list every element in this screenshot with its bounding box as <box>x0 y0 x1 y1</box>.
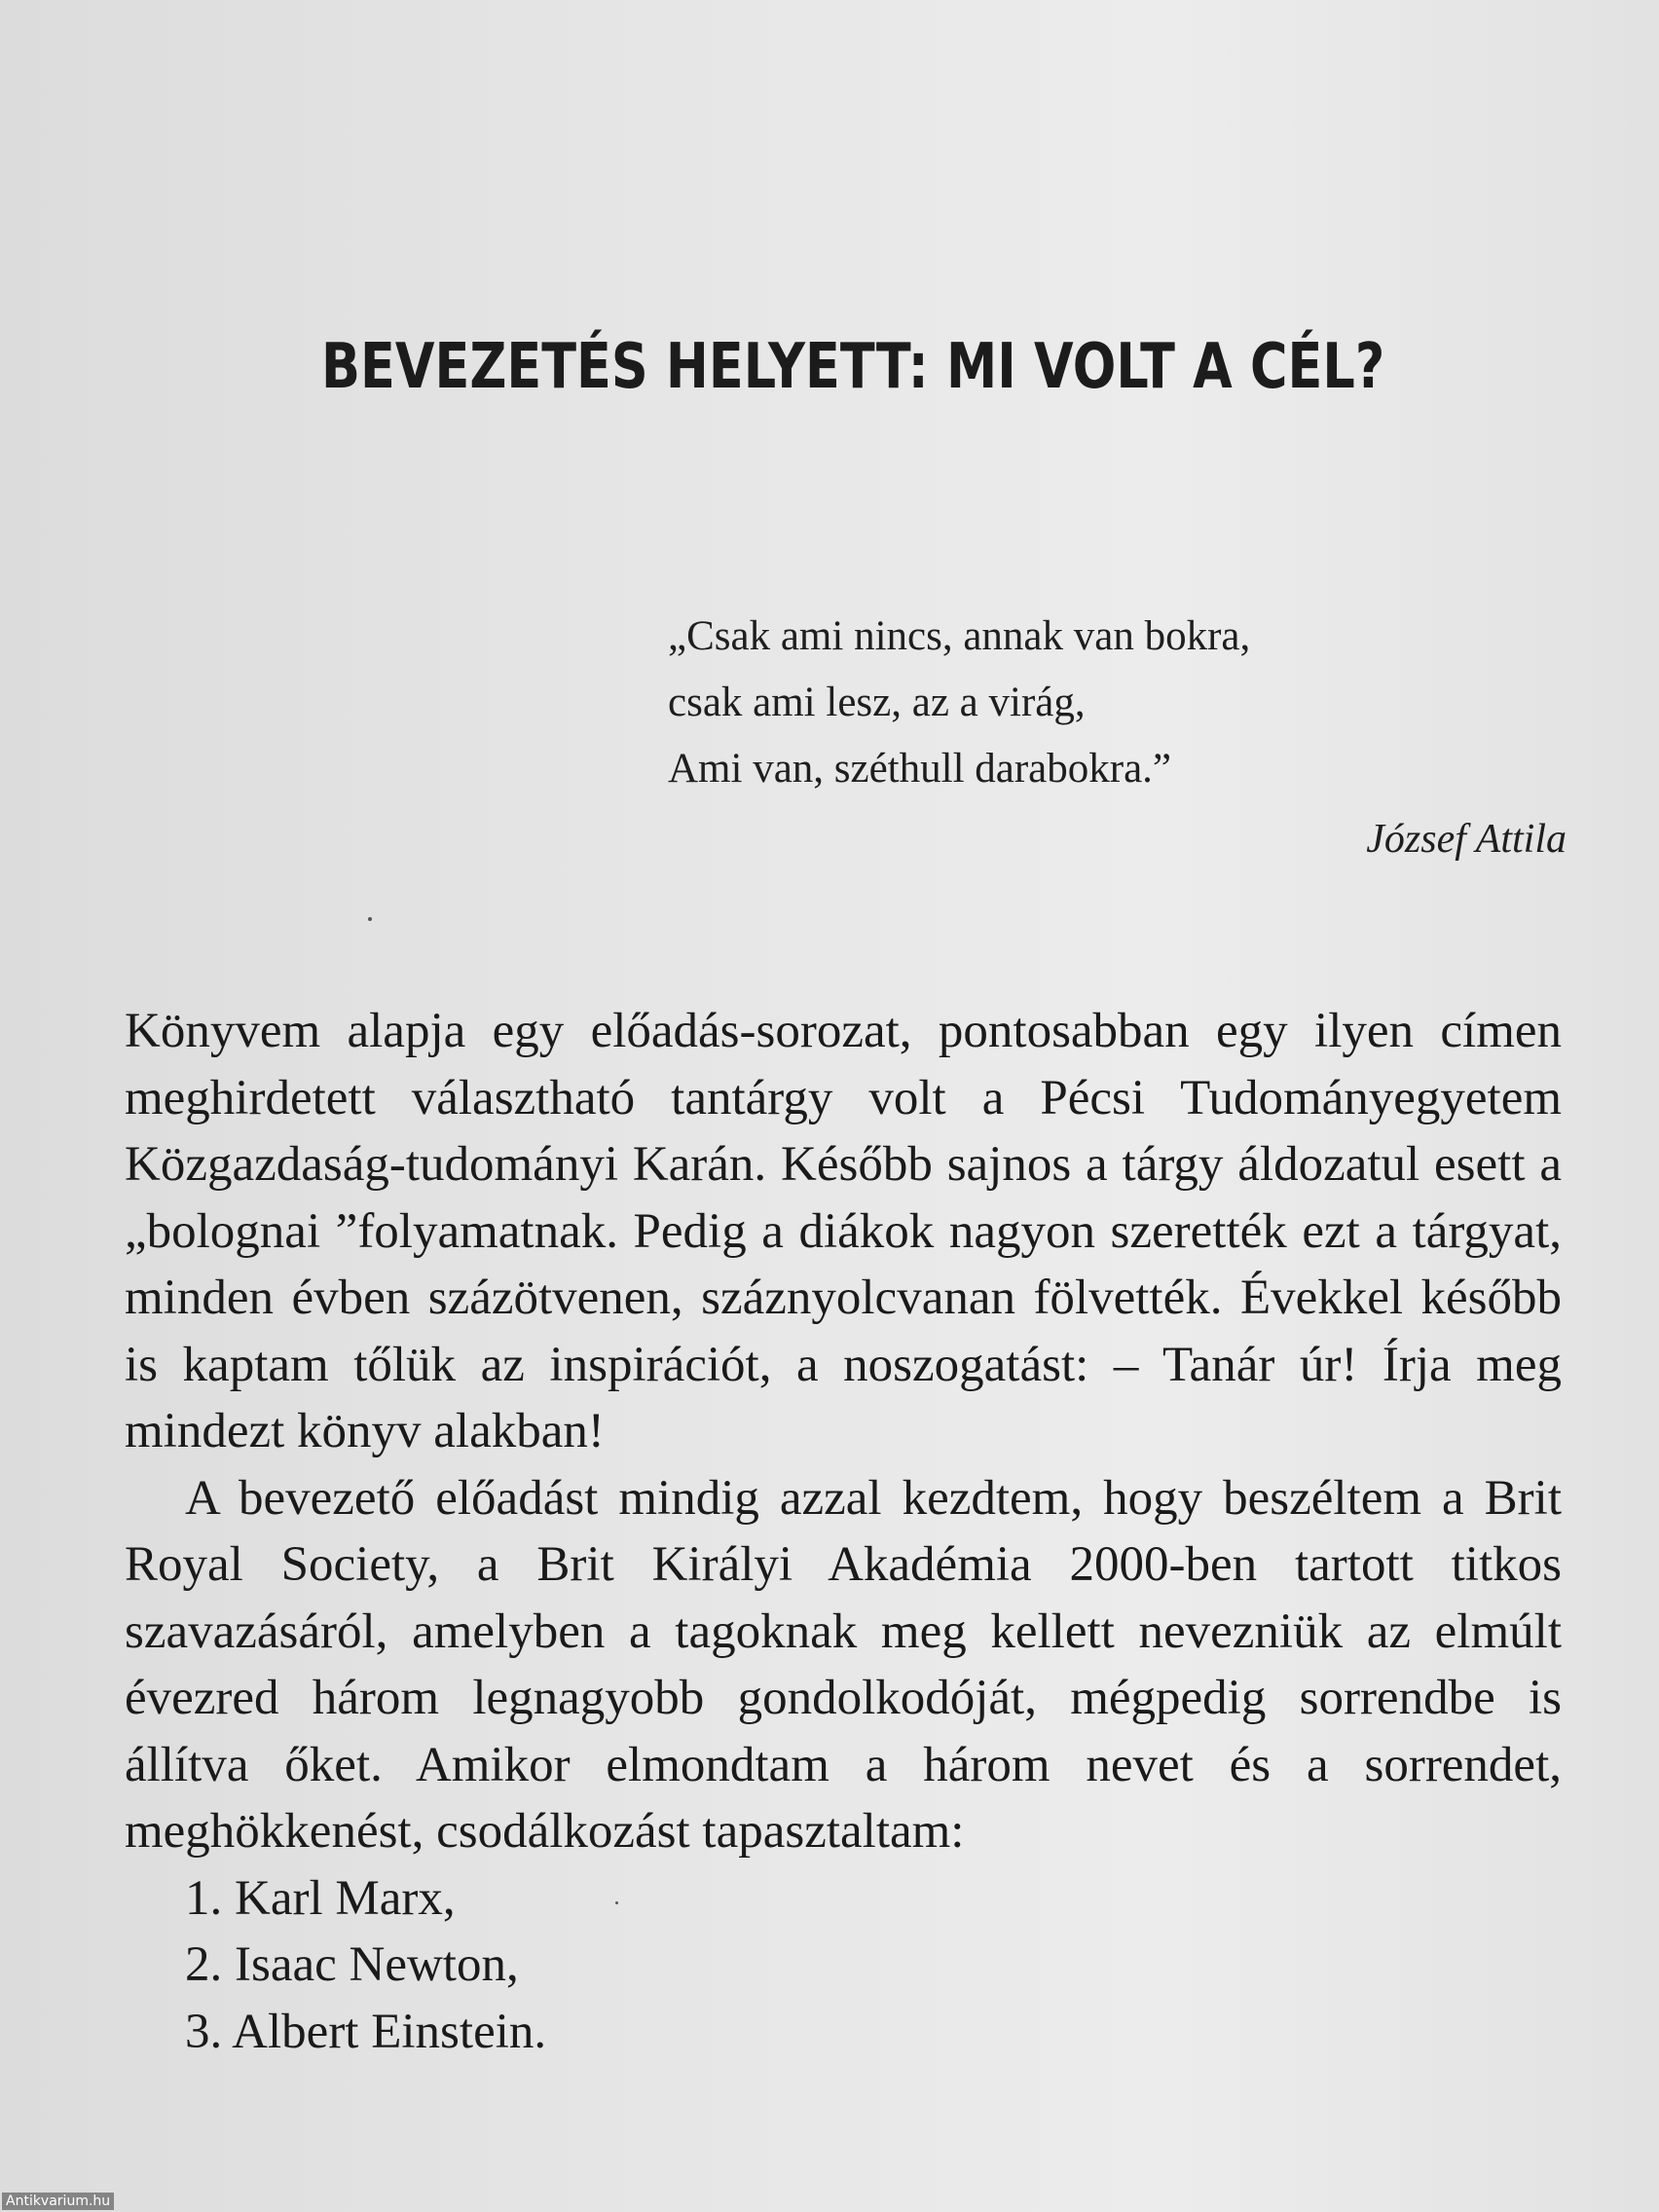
watermark: Antikvarium.hu <box>2 2193 114 2210</box>
ranking-list <box>125 1865 1562 2066</box>
list-item: 2. Isaac Newton, <box>185 1937 519 1992</box>
epigraph-line: csak ami lesz, az a virág, <box>668 680 1086 725</box>
list-item: 3. Albert Einstein. <box>185 2004 547 2059</box>
paper-speck <box>368 917 372 921</box>
epigraph-author: József Attila <box>1366 817 1567 862</box>
chapter-title: BEVEZETÉS HELYETT: MI VOLT A CÉL? <box>321 331 1385 403</box>
body-text <box>125 998 1562 2065</box>
epigraph <box>668 604 1573 802</box>
epigraph-line: Ami van, széthull darabokra.” <box>668 746 1172 792</box>
paragraph: Könyvem alapja egy előadás-sorozat, pontosabban egy ilyen címen meghirdetett választható tantárgy volt a Pécsi Tudományegyetem Közgazdaság-tudományi Karán. Később sajnos a tárgy áldozatul esett a „bolognai ”folyamatnak. Pedig a diákok nagyon szerették ezt a tárgyat, minden évben százötvenen, száznyolcvanan fölvették. Évekkel később is kaptam tőlük az inspirációt, a noszogatást: – Tanár úr! Írja meg mindezt könyv alakban! <box>125 1004 1562 1458</box>
paragraph: A bevezető előadást mindig azzal kezdtem, hogy beszéltem a Brit Royal Society, a Brit Királyi Akadémia 2000-ben tartott titkos szavazásáról, amelyben a tagoknak meg kellett nevezniük az elmúlt évezred három legnagyobb gondolkodóját, mégpedig sorrendbe is állítva őket. Amikor elmondtam a három nevet és a sorrendet, meghökkenést, csodálkozást tapasztaltam: <box>125 1470 1562 1859</box>
paper-speck <box>615 1901 618 1904</box>
list-item: 1. Karl Marx, <box>185 1870 456 1926</box>
epigraph-line: „Csak ami nincs, annak van bokra, <box>668 613 1251 659</box>
